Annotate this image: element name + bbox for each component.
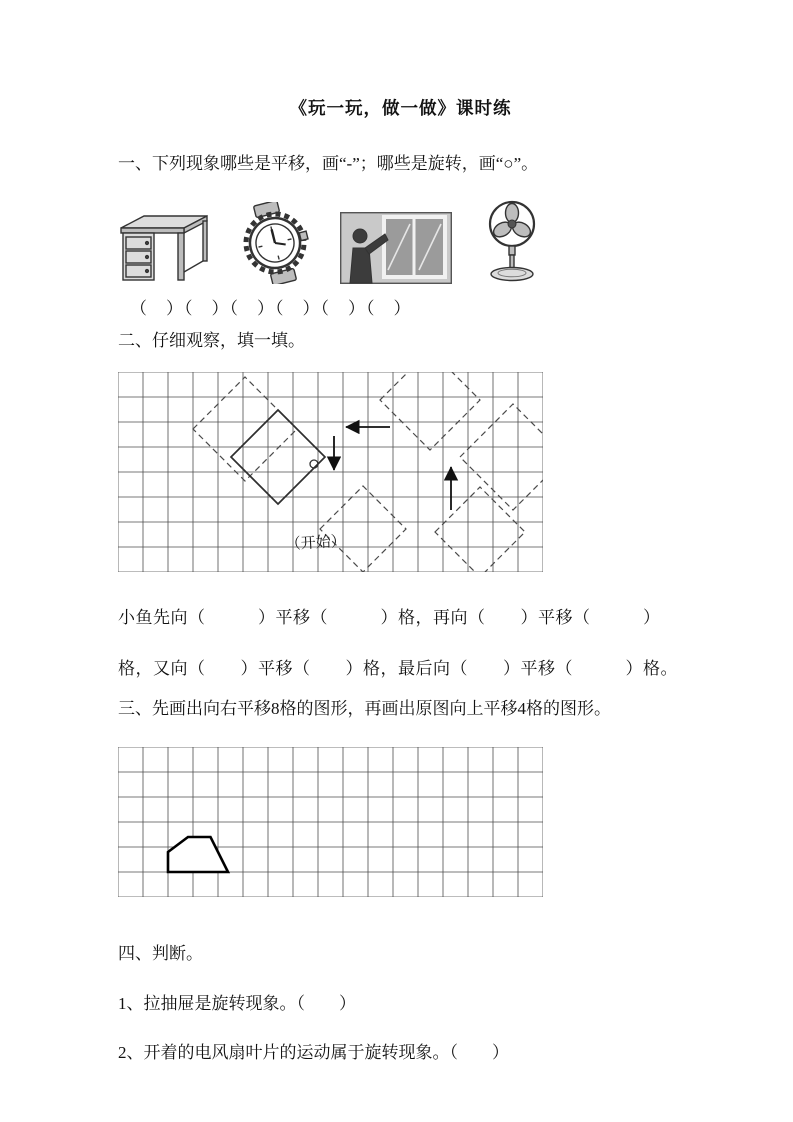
q2-fill-line-2: 格，又向（ ）平移（ ）格，最后向（ ）平移（ ）格。 xyxy=(118,658,678,678)
wristwatch-image xyxy=(232,202,318,284)
q4-item-1: 1、拉抽屉是旋转现象。（ ） xyxy=(118,993,356,1013)
svg-text:（开始）: （开始） xyxy=(285,533,347,553)
q3-grid-figure xyxy=(118,747,543,897)
window-opening-image xyxy=(340,212,452,284)
q1-answer-blanks: （ ）（ ）（ ）（ ）（ ）（ ） xyxy=(130,299,412,319)
electric-fan-image xyxy=(474,200,550,284)
q2-figure-wrap xyxy=(118,372,683,577)
q4-item-2: 2、开着的电风扇叶片的运动属于旋转现象。（ ） xyxy=(118,1042,509,1062)
desk-drawer-image xyxy=(118,210,210,284)
q2-fill-line-1: 小鱼先向（ ）平移（ ）格，再向（ ）平移（ ） xyxy=(118,607,661,627)
q1-image-row xyxy=(118,200,683,284)
q4-heading: 四、判断。 xyxy=(118,944,203,964)
q3-figure-wrap xyxy=(118,747,683,902)
worksheet-title: 《玩一玩，做一做》课时练 xyxy=(289,98,512,118)
q2-translation-figure xyxy=(118,372,543,572)
q1-heading: 一、下列现象哪些是平移，画“-”；哪些是旋转，画“○”。 xyxy=(118,154,539,173)
q2-heading: 二、仔细观察，填一填。 xyxy=(118,331,305,351)
q3-heading: 三、先画出向右平移8格的图形，再画出原图向上平移4格的图形。 xyxy=(118,698,611,718)
